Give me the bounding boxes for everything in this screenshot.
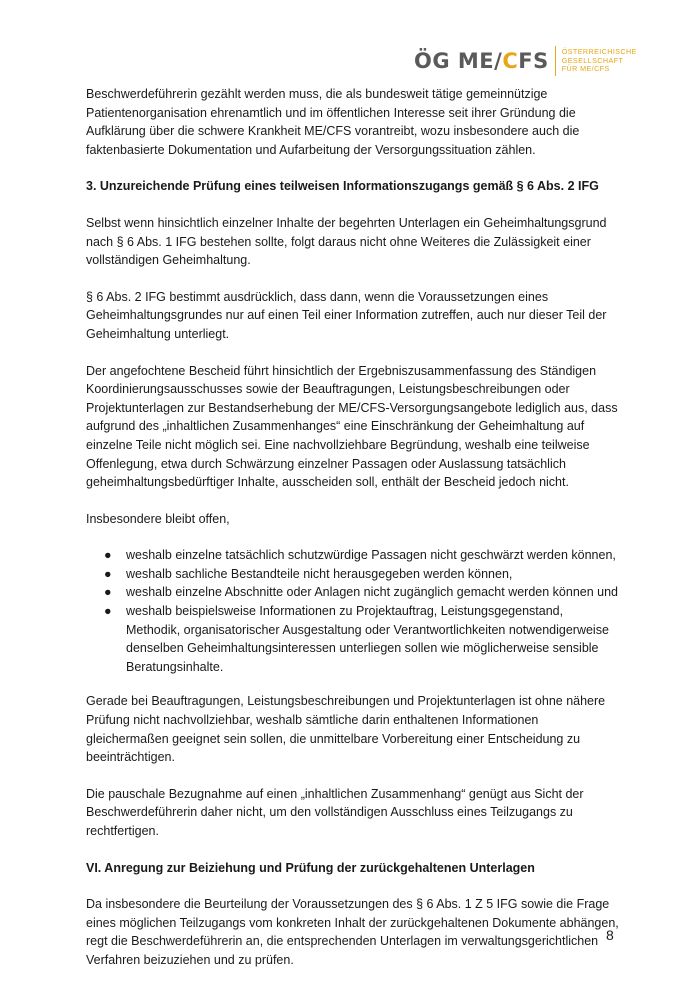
paragraph-intro: Beschwerdeführerin gezählt werden muss, die als bundesweit tätige gemeinnützige Patientenorganisation ehrenamtlich und im öffentlichen Interesse seit ihrer Gründung die Aufklärung über die schwere Krankheit ME/CFS vorantreibt, wozu insbesondere auch die faktenbasierte Dokumentation und Aufarbeitung der Versorgungssituation zählen. [86,87,580,157]
paragraph: Selbst wenn hinsichtlich einzelner Inhalte der begehrten Unterlagen ein Geheimhaltungsgrund nach § 6 Abs. 1 IFG bestehen sollte, folgt daraus nicht ohne Weiteres die Zulässigkeit einer vollständigen Geheimhaltung. [86,215,607,268]
heading-section-6: VI. Anregung zur Beiziehung und Prüfung der zurückgehaltenen Unterlagen [86,860,535,875]
paragraph: Die pauschale Bezugnahme auf einen „inhaltlichen Zusammenhang“ genügt aus Sicht der Beschwerdeführerin daher nicht, um den vollständigen Ausschluss eines Teilzugangs zu rechtfertigen. [86,786,584,838]
paragraph: § 6 Abs. 2 IFG bestimmt ausdrücklich, dass dann, wenn die Voraussetzungen eines Geheimhaltungsgrundes nur auf einen Teil einer Information zutreffen, auch nur dieser Teil der Geheimhaltung unterliegt. [86,289,607,341]
list-item: ● weshalb sachliche Bestandteile nicht herausgegeben werden können, [86,565,620,584]
bullet-icon: ● [104,566,112,581]
paragraph: Der angefochtene Bescheid führt hinsichtlich der Ergebniszusammenfassung des Ständigen Koordinierungsausschusses sowie der Beauftragungen, Leistungsbeschreibungen oder Projektunterlagen zur Bestandserhebung der ME/CFS-Versorgungsangebote lediglich aus, dass aufgrund des „inhaltlichen Zusammenhanges“ eine Einschränkung der Geheimhaltung auf einzelne Teile nicht möglich sei. Eine nachvollziehbare Begründung, weshalb eine teilweise Offenlegung, etwa durch Schwärzung einzelner Passagen oder Auslassung tatsächlich geheimhaltungsbedürftiger Inhalte, ausscheiden soll, enthält der Bescheid jedoch nicht. [86,363,618,490]
bullet-icon: ● [104,548,112,563]
organization-logo [414,44,637,78]
list-item: ● weshalb einzelne Abschnitte oder Anlagen nicht zugänglich gemacht werden können und [86,583,620,602]
document-body [86,85,620,988]
logo-divider [555,46,556,76]
paragraph: Gerade bei Beauftragungen, Leistungsbeschreibungen und Projektunterlagen ist ohne nähere Prüfung nicht nachvollziehbar, weshalb sämtliche darin enthaltenen Informationen gleichermaßen geeignet sein sollen, die unmittelbare Vorbereitung einer Entscheidung zu beeinträchtigen. [86,694,606,765]
logo-subtitle: ÖSTERREICHISCHE GESELLSCHAFT FÜR ME/CFS [561,47,637,74]
paragraph: Da insbesondere die Beurteilung der Voraussetzungen des § 6 Abs. 1 Z 5 IFG sowie die Frage eines möglichen Teilzugangs vom konkreten Inhalt der zurückgehaltenen Dokumente abhängen, regt die Beschwerdeführerin an, die entsprechenden Unterlagen im verwaltungsgerichtlichen Verfahren beizuziehen und zu prüfen. [86,897,619,967]
list-item: ● weshalb beispielsweise Informationen zu Projektauftrag, Leistungsgegenstand, Methodik, organisatorischer Ausgestaltung oder Verantwortlichkeiten notwendigerweise denselben Geheimhaltungsinteressen unterliegen sollen wie möglicherweise sensible Beratungsinhalte. [104,604,609,674]
list-item: ● weshalb einzelne tatsächlich schutzwürdige Passagen nicht geschwärzt werden können, [86,546,620,565]
bullet-icon: ● [104,604,112,619]
heading-section-3: 3. Unzureichende Prüfung eines teilweisen Informationszugangs gemäß § 6 Abs. 2 IFG [86,179,599,194]
page-number: 8 [606,927,614,943]
bullet-icon: ● [104,585,112,600]
paragraph: Insbesondere bleibt offen, [86,511,230,526]
logo-wordmark: ÖG ME/CFS [414,49,549,73]
bullet-list [86,546,620,676]
